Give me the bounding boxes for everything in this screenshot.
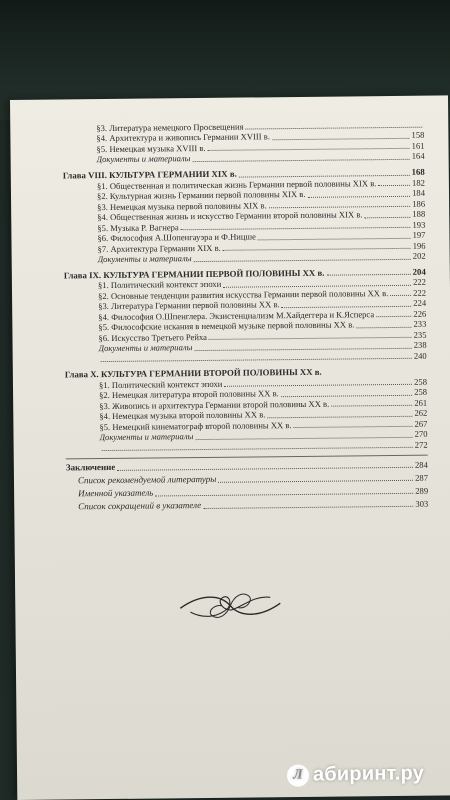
- toc-page-number: 267: [414, 418, 428, 429]
- toc-page-number: 238: [413, 339, 427, 350]
- toc-page-number: 196: [412, 240, 426, 251]
- toc-entry-title: §2. Немецкая литература второй половины XX в.: [99, 388, 279, 401]
- toc-entry-title: Глава IX. КУЛЬТУРА ГЕРМАНИИ ПЕРВОЙ ПОЛОВИНЫ XX в.: [63, 267, 325, 280]
- toc-entry-title: Глава VIII. КУЛЬТУРА ГЕРМАНИИ XIX в.: [62, 168, 237, 181]
- toc-entry-title: §4. Философия О.Шпенглера. Экзистенциализм М.Хайдеггера и К.Ясперса: [98, 308, 375, 322]
- toc-page-number: 235: [413, 329, 427, 340]
- toc-entry-title: §2. Основные тенденции развития искусства Германии первой половины XX в.: [98, 287, 389, 301]
- toc-page-number: 222: [412, 276, 426, 288]
- toc-page-number: 184: [412, 187, 426, 198]
- leader-dots: [117, 467, 413, 471]
- toc-page-number: 289: [415, 485, 429, 496]
- toc-entry-title: §6. Философия А.Шопенгауэра и Ф.Ницше: [97, 231, 256, 244]
- toc-entry-title: Глава X. КУЛЬТУРА ГЕРМАНИИ ВТОРОЙ ПОЛОВИНЫ XX в.: [64, 366, 322, 380]
- toc-page-number: 158: [411, 130, 425, 141]
- leader-dots: [194, 258, 411, 261]
- toc-entry-title: §1. Политический контекст эпохи: [97, 279, 222, 291]
- toc-entry-title: §4. Архитектура и живопись Германии XVIII в.: [96, 131, 271, 144]
- leader-dots: [356, 326, 411, 328]
- leader-dots: [324, 375, 425, 376]
- toc-entry-title: §1. Политический контекст эпохи: [98, 378, 223, 390]
- toc-page-number: 287: [415, 472, 429, 483]
- toc-entry-title: §1. Общественная и политическая жизнь Германии первой половины XIX в.: [96, 177, 377, 191]
- toc-page-number: 233: [413, 318, 427, 329]
- toc-entry-title: §5. Музыка Р. Вагнера: [97, 221, 179, 233]
- toc-entry: [66, 498, 428, 513]
- toc-entry-title: Документы и материалы: [99, 431, 194, 443]
- toc-entry-title: §2. Культурная жизнь Германии первой половины XIX в.: [96, 189, 306, 202]
- toc-page-number: 222: [413, 287, 427, 298]
- leader-dots: [281, 395, 412, 397]
- leader-dots: [267, 416, 412, 419]
- toc-entry-title: Документы и материалы: [98, 342, 193, 354]
- toc-page-number: 161: [411, 140, 425, 151]
- toc-page-number: 226: [413, 308, 427, 319]
- leader-dots: [294, 426, 413, 428]
- toc-entry-title: §6. Искусство Третьего Рейха: [98, 331, 207, 343]
- toc-entry-title: §4. Общественная жизнь и искусство Германии второй половины XIX в.: [97, 209, 363, 223]
- labirint-logo-icon: Л: [287, 764, 309, 786]
- toc-entry-title: Документы и материалы: [97, 253, 192, 265]
- flourish-ornament-icon: [170, 585, 290, 626]
- toc-entry-title: §3. Литература Германии первой половины XX в.: [98, 299, 280, 312]
- toc-page-number: 224: [413, 297, 427, 309]
- toc-entry-title: Список сокращений в указателе: [78, 500, 202, 512]
- toc-page-number: 168: [411, 166, 425, 177]
- toc-page-number: 202: [412, 250, 426, 261]
- toc-entry-title: Именной указатель: [78, 487, 154, 499]
- toc-page-number: 164: [411, 151, 425, 162]
- leader-dots: [269, 206, 411, 208]
- toc-page-number: 193: [412, 219, 426, 230]
- toc-page-number: 270: [414, 428, 428, 440]
- toc-entry-title: §3. Литература немецкого Просвещения: [96, 121, 244, 134]
- leader-dots: [308, 195, 411, 197]
- leader-dots: [390, 295, 411, 296]
- leader-dots: [331, 405, 412, 407]
- toc-page-number: 262: [414, 407, 428, 419]
- leader-dots: [155, 493, 413, 497]
- leader-dots: [378, 185, 410, 186]
- book-page: [10, 95, 450, 800]
- toc-page-number: 261: [414, 397, 428, 408]
- leader-dots: [326, 274, 410, 276]
- toc-page-number: 188: [412, 208, 426, 219]
- toc-page-number: 272: [414, 439, 428, 450]
- toc-entry-title: §3. Немецкая музыка первой половины XIX в.: [97, 199, 267, 212]
- toc-entry-title: §3. Живопись и архитектура Германии второй половины XX в.: [99, 398, 330, 411]
- leader-dots: [102, 447, 413, 451]
- toc-page-number: 303: [415, 498, 429, 509]
- toc-entry-title: Список рекомендуемой литературы: [77, 474, 217, 486]
- leader-dots: [203, 506, 413, 509]
- toc-entry-title: §4. Немецкая музыка второй половины XX в.: [99, 409, 266, 422]
- toc-page-number: 204: [412, 266, 426, 277]
- leader-dots: [282, 306, 412, 308]
- leader-dots: [258, 237, 411, 240]
- leader-dots: [218, 480, 413, 483]
- leader-dots: [272, 138, 410, 140]
- leader-dots: [192, 159, 409, 162]
- labirint-watermark: [287, 762, 424, 786]
- leader-dots: [101, 358, 412, 362]
- watermark-text: абиринт.ру: [312, 762, 425, 786]
- toc-page-number: 284: [414, 459, 428, 470]
- toc-entry-title: Документы и материалы: [96, 153, 191, 165]
- toc-page-number: 258: [414, 386, 428, 398]
- toc-page-number: 182: [411, 177, 425, 188]
- toc-page-number: 186: [412, 198, 426, 209]
- toc-entry-title: Заключение: [65, 462, 116, 473]
- toc-entry-title: §5. Философские искания в немецкой музыке первой половины XX в.: [98, 319, 355, 333]
- toc-page-number: 258: [414, 376, 428, 387]
- toc-entry-title: §7. Архитектура Германии XIX в.: [97, 242, 221, 254]
- leader-dots: [365, 216, 411, 217]
- table-of-contents: [62, 120, 428, 513]
- toc-entry-title: §5. Немецкий кинематограф второй половины XX в.: [99, 419, 292, 432]
- toc-page-number: 240: [413, 350, 427, 361]
- toc-page-number: 197: [412, 229, 426, 240]
- leader-dots: [376, 316, 411, 317]
- toc-entry-title: §5. Немецкая музыка XVIII в.: [96, 142, 206, 155]
